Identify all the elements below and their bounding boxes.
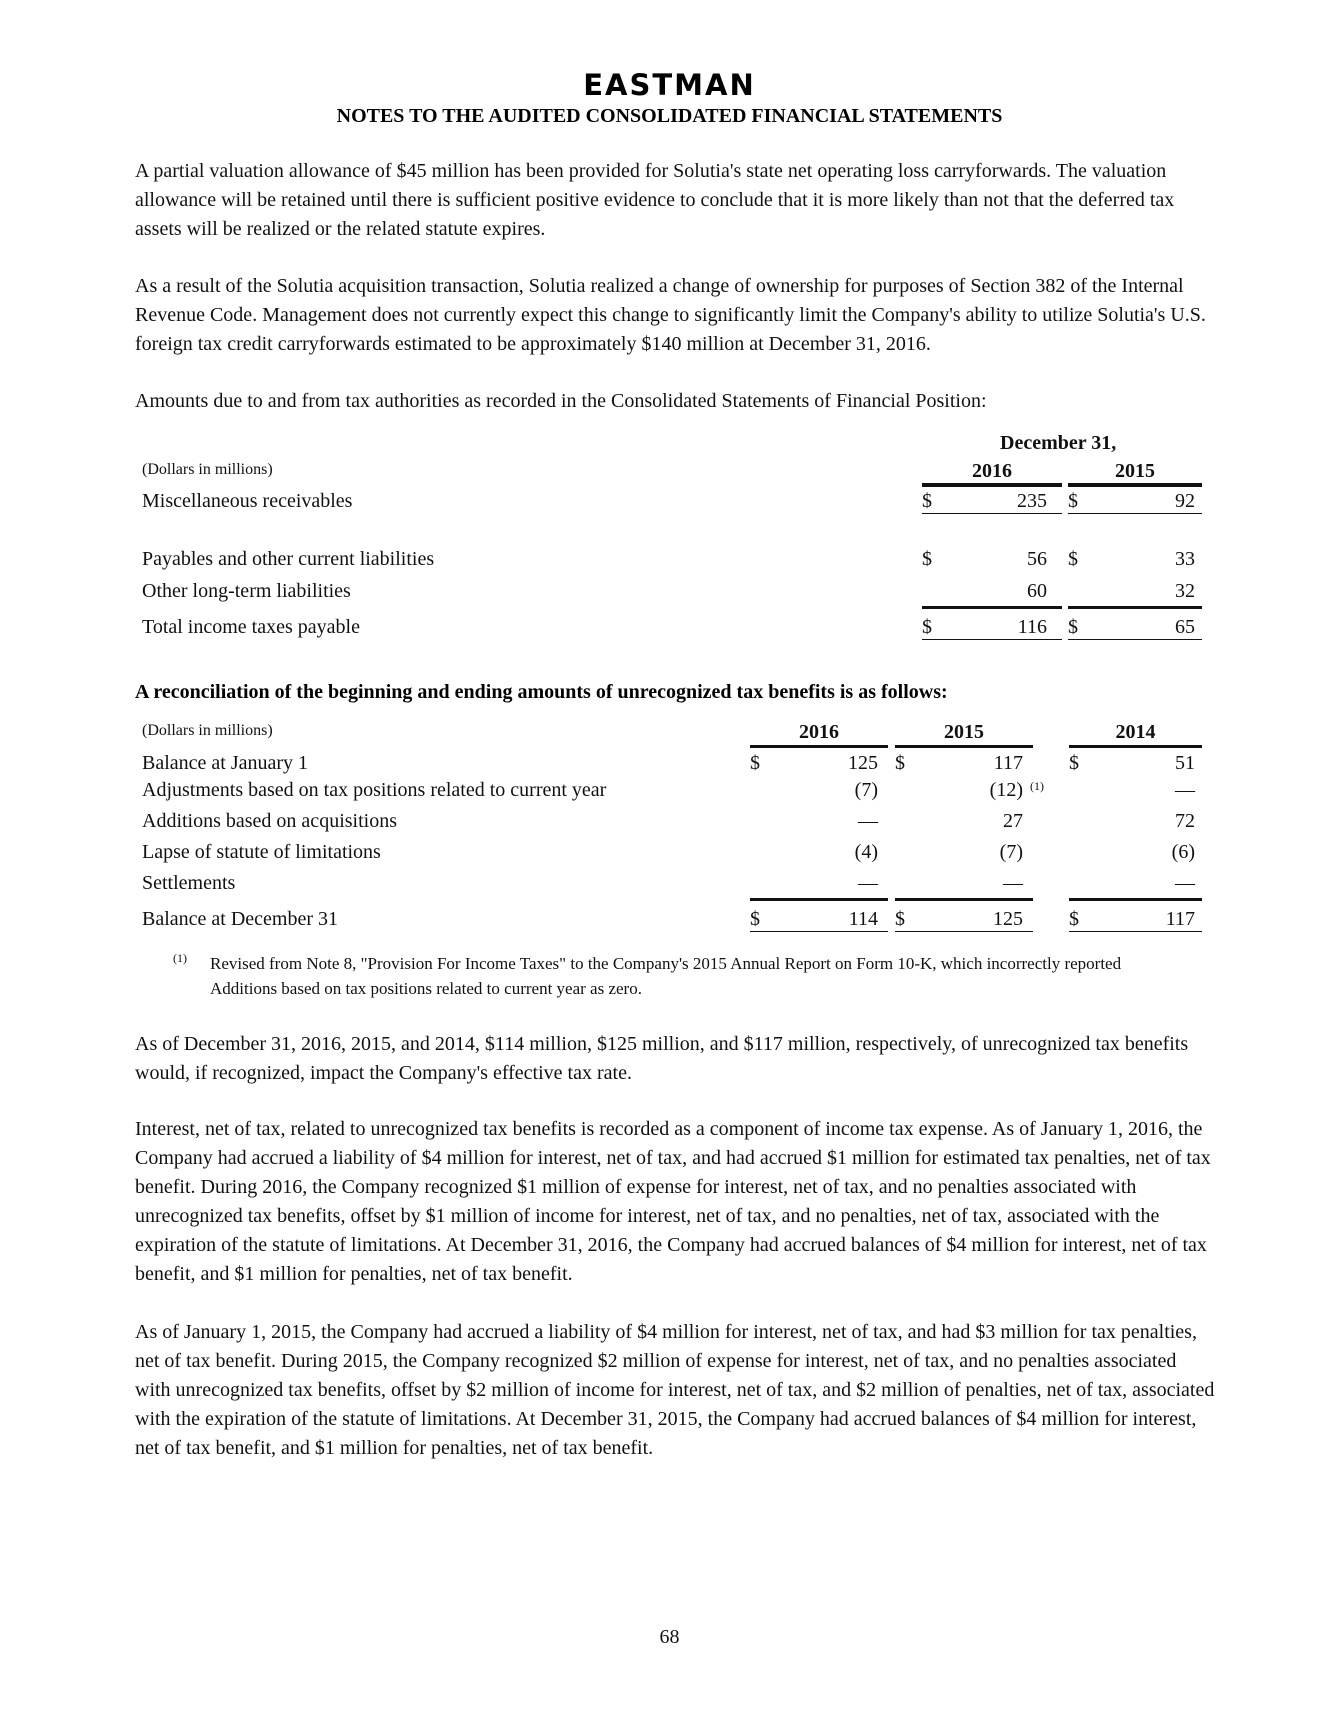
currency-symbol: $ (895, 908, 905, 930)
table-cell-underline (1068, 639, 1202, 640)
table2-header-rule (895, 745, 1033, 748)
table-cell-value: 56 (1027, 548, 1047, 570)
table1-col-2016: 2016 (922, 460, 1062, 484)
reconciliation-heading: A reconciliation of the beginning and ending amounts of unrecognized tax benefits is as follows: (135, 681, 948, 703)
page-number: 68 (659, 1626, 680, 1648)
table-cell-value: — (858, 872, 878, 894)
paragraph-unrecognized-benefits: As of December 31, 2016, 2015, and 2014, $114 million, $125 million, and $117 million, respectively, of unrecognized tax benefits would, if recognized, impact the Company's effective tax rate. (135, 1033, 1189, 1084)
footnote-marker: (1) (173, 951, 187, 965)
table-subtotal-rule (1069, 898, 1202, 901)
paragraph-section-382: As a result of the Solutia acquisition transaction, Solutia realized a change of ownership for purposes of Section 382 of the Internal Revenue Code. Management does not currently expect this change to significantly limit the Company's ability to utilize Solutia's U.S. foreign tax credit carryforwards estimated to be approximately $140 million at December 31, 2016. (135, 275, 1206, 355)
table-cell-value: (4) (854, 841, 878, 863)
table-cell-value: 114 (848, 908, 878, 930)
table-cell-value: 235 (1017, 490, 1047, 512)
table1-units: (Dollars in millions) (142, 461, 273, 478)
table-cell-value: 117 (993, 752, 1023, 774)
table-row-label: Settlements (142, 872, 236, 894)
table-cell-value: 117 (1165, 908, 1195, 930)
footnote-reference: (1) (1030, 779, 1044, 793)
table-cell-value: (7) (999, 841, 1023, 863)
currency-symbol: $ (750, 908, 760, 930)
table-cell-value: (12) (989, 779, 1023, 801)
paragraph-interest-2015: As of January 1, 2015, the Company had accrued a liability of $4 million for interest, net of tax, and had $3 million for tax penalties, net of tax benefit. During 2015, the Company recognized $2 million of expense for interest, net of tax, and no penalties associated with unrecognized tax benefits, offset by $2 million of income for interest, net of tax, and $2 million of penalties, net of tax, associated with the expiration of the statute of limitations. At December 31, 2015, the Company had accrued balances of $4 million for interest, net of tax benefit, and $1 million for penalties, net of tax benefit. (135, 1321, 1215, 1459)
page-title: NOTES TO THE AUDITED CONSOLIDATED FINANCIAL STATEMENTS (336, 105, 1003, 127)
table-cell-value: 125 (993, 908, 1023, 930)
currency-symbol: $ (1068, 616, 1078, 638)
currency-symbol: $ (922, 616, 932, 638)
paragraph-valuation-allowance: A partial valuation allowance of $45 million has been provided for Solutia's state net operating loss carryforwards. The valuation allowance will be retained until there is sufficient positive evidence to conclude that it is more likely than not that the deferred tax assets will be realized or the related statute expires. (135, 160, 1175, 240)
currency-symbol: $ (750, 752, 760, 774)
currency-symbol: $ (922, 548, 932, 570)
table-row-label: Balance at December 31 (142, 908, 339, 930)
table-cell-underline (922, 513, 1062, 514)
table-cell-value: — (1003, 872, 1023, 894)
table2-header-rule (750, 745, 888, 748)
table-cell-value: 72 (1175, 810, 1195, 832)
table-cell-value: (6) (1171, 841, 1195, 863)
table-row-label: Additions based on acquisitions (142, 810, 397, 832)
table-total-double-rule (1069, 931, 1202, 932)
table-cell-value: 33 (1175, 548, 1195, 570)
currency-symbol: $ (1068, 548, 1078, 570)
table-row-label: Other long-term liabilities (142, 580, 351, 602)
table-row-label: Total income taxes payable (142, 616, 360, 638)
currency-symbol: $ (922, 490, 932, 512)
table-row-label: Adjustments based on tax positions related to current year (142, 779, 607, 801)
table-total-double-rule (895, 931, 1033, 932)
table2-units: (Dollars in millions) (142, 722, 273, 739)
company-logo: EASTMAN (583, 68, 756, 102)
table-row-label: Miscellaneous receivables (142, 490, 353, 512)
table1-period-header: December 31, (1000, 432, 1117, 454)
currency-symbol: $ (1069, 752, 1079, 774)
table2-header-rule (1069, 745, 1202, 748)
currency-symbol: $ (1068, 490, 1078, 512)
currency-symbol: $ (895, 752, 905, 774)
table-subtotal-rule (750, 898, 888, 901)
table-cell-value: 32 (1175, 580, 1195, 602)
table-cell-value: 116 (1017, 616, 1047, 638)
table2-col-2016: 2016 (799, 721, 839, 743)
table1-col-2015: 2015 (1068, 460, 1202, 484)
table-subtotal-rule (1068, 606, 1202, 609)
table-subtotal-rule (922, 606, 1062, 609)
table-row-label: Lapse of statute of limitations (142, 841, 381, 863)
table-cell-value: — (1175, 779, 1195, 801)
table-cell-underline (922, 639, 1062, 640)
table1-header-rule (1068, 484, 1202, 487)
table-cell-value: 92 (1175, 490, 1195, 512)
paragraph-interest-2016: Interest, net of tax, related to unrecognized tax benefits is recorded as a component of income tax expense. As of January 1, 2016, the Company had accrued a liability of $4 million for interest, net of tax, and had accrued $1 million for estimated tax penalties, net of tax benefit. During 2016, the Company recognized $1 million of expense for interest, net of tax, and no penalties associated with unrecognized tax benefits, offset by $1 million of income for interest, net of tax, and no penalties, net of tax, associated with the expiration of the statute of limitations. At December 31, 2016, the Company had accrued balances of $4 million for interest, net of tax benefit, and $1 million for penalties, net of tax benefit. (135, 1118, 1211, 1285)
table2-col-2014: 2014 (1115, 721, 1156, 743)
table-cell-value: — (1175, 872, 1195, 894)
table-cell-underline (1068, 513, 1202, 514)
table-cell-value: 27 (1003, 810, 1023, 832)
paragraph-amounts-intro: Amounts due to and from tax authorities as recorded in the Consolidated Statements of Financial Position: (135, 390, 987, 412)
table-cell-value: (7) (854, 779, 878, 801)
table-cell-value: 60 (1027, 580, 1047, 602)
table-cell-value: 125 (848, 752, 878, 774)
currency-symbol: $ (1069, 908, 1079, 930)
table2-col-2015: 2015 (944, 721, 984, 743)
table-total-double-rule (750, 931, 888, 932)
table-row-label: Balance at January 1 (142, 752, 309, 774)
table-cell-value: 51 (1175, 752, 1195, 774)
table1-header-rule (922, 484, 1062, 487)
table-subtotal-rule (895, 898, 1033, 901)
table-cell-value: — (858, 810, 878, 832)
table-cell-value: 65 (1175, 616, 1195, 638)
table-row-label: Payables and other current liabilities (142, 548, 435, 570)
footnote-text: Revised from Note 8, "Provision For Income Taxes" to the Company's 2015 Annual Report on Form 10-K, which incorrectly reported Additions based on tax positions related to current year as zero. (210, 954, 1122, 998)
